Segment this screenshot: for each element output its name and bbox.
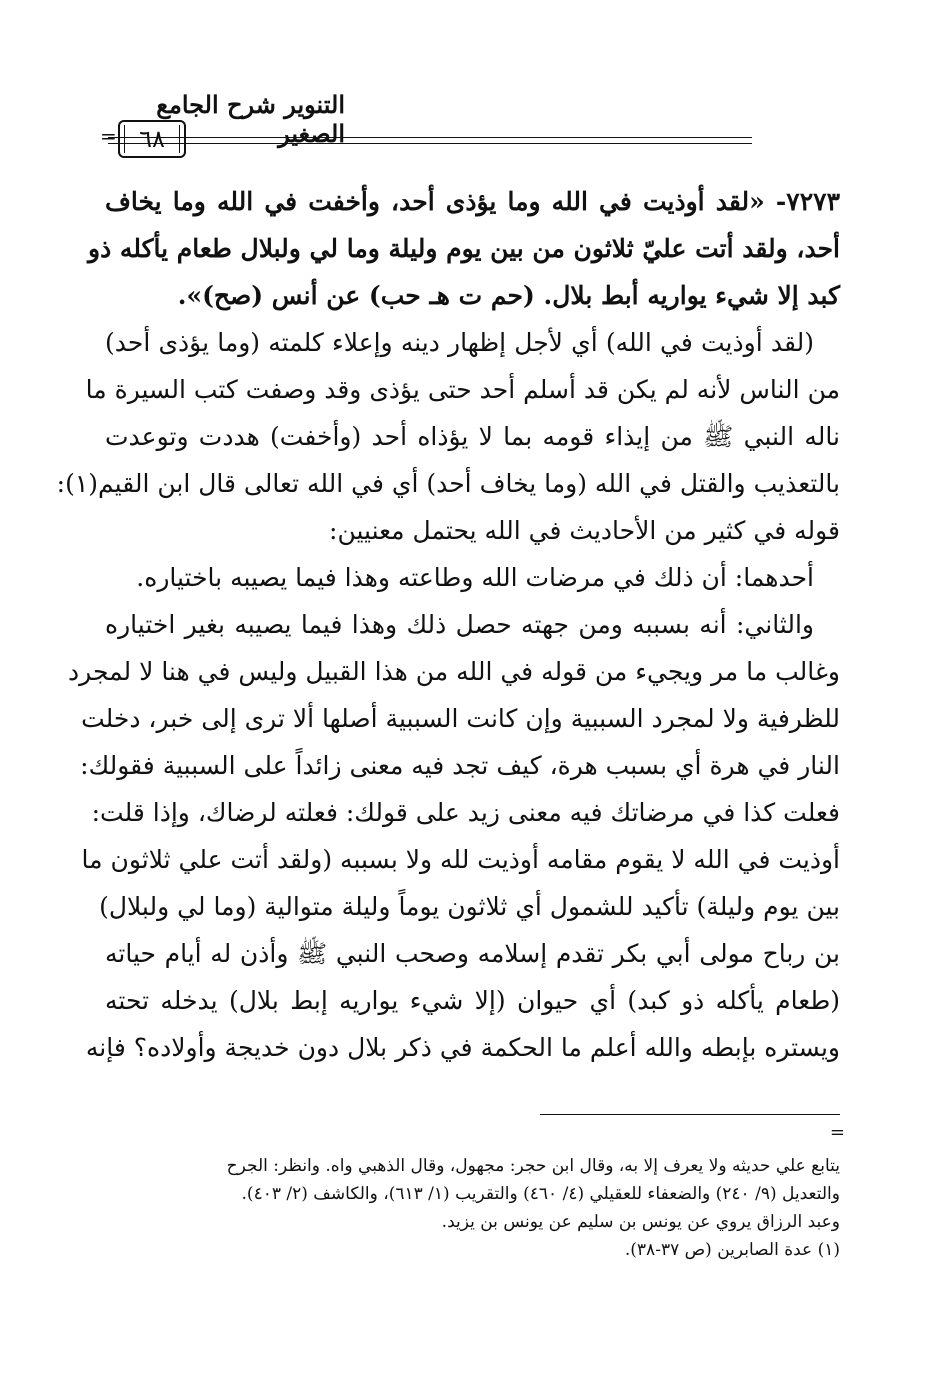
commentary-line: ناله النبي ﷺ من إيذاء قومه بما لا يؤذاه أحد (وأخفت) هددت وتوعدت	[105, 422, 840, 451]
commentary-line: النار في هرة أي بسبب هرة، كيف تجد فيه معنى زائداً على السببية فقولك:	[80, 751, 840, 780]
commentary-line: (لقد أوذيت في الله) أي لأجل إظهار دينه وإعلاء كلمته (وما يؤذى أحد)	[105, 328, 814, 357]
commentary-line: بن رباح مولى أبي بكر تقدم إسلامه وصحب النبي ﷺ وأذن له أيام حياته	[105, 939, 840, 968]
commentary-line: والثاني: أنه بسببه ومن جهته حصل ذلك وهذا فيما يصيبه بغير اختياره	[105, 610, 814, 639]
running-title: التنوير شرح الجامع الصغير	[156, 90, 345, 148]
footnote-continuation-mark: =	[829, 1122, 845, 1143]
commentary-line: (طعام يأكله ذو كبد) أي حيوان (إلا شيء يواريه إبط بلال) يدخله تحته	[105, 986, 840, 1015]
header-equals-mark: =	[100, 124, 117, 148]
commentary-line: للظرفية ولا لمجرد السببية وإن كانت السببية أصلها ألا ترى إلى خبر، دخلت	[81, 704, 840, 733]
footnotes	[105, 1152, 840, 1264]
hadith-line-3: كبد إلا شيء يواريه أبط بلال. (حم ت هـ حب) عن أنس (صح)».	[177, 281, 840, 310]
commentary-line: ويستره بإبطه والله أعلم ما الحكمة في ذكر بلال دون خديجة وأولاده؟ فإنه	[85, 1033, 840, 1062]
commentary-line: قوله في كثير من الأحاديث في الله يحتمل معنيين:	[329, 516, 840, 545]
page-number: ٦٨	[118, 120, 186, 158]
footnote-line: يتابع علي حديثه ولا يعرف إلا به، وقال ابن حجر: مجهول، وقال الذهبي واه. وانظر: الجرح	[226, 1156, 840, 1176]
hadith-line-2: أحد، ولقد أتت عليّ ثلاثون من بين يوم وليلة وما لي ولبلال طعام يأكله ذو	[88, 234, 840, 263]
header-rule-top	[108, 137, 752, 138]
footnote-divider	[540, 1114, 840, 1115]
commentary-line: فعلت كذا في مرضاتك فيه معنى زيد على قولك: فعلته لرضاك، وإذا قلت:	[91, 798, 840, 827]
footnote-line: وعبد الرزاق يروي عن يونس بن سليم عن يونس بن يزيد.	[441, 1212, 840, 1232]
commentary-line: أوذيت في الله لا يقوم مقامه أوذيت لله ولا بسببه (ولقد أتت علي ثلاثون ما	[81, 845, 840, 874]
commentary-line: وغالب ما مر ويجيء من قوله في الله من هذا القبيل وليس في هنا لا لمجرد	[68, 657, 840, 686]
commentary-line: من الناس لأنه لم يكن قد أسلم أحد حتى يؤذى وقد وصفت كتب السيرة ما	[85, 375, 840, 404]
commentary-line: أحدهما: أن ذلك في مرضات الله وطاعته وهذا فيما يصيبه باختياره.	[136, 563, 814, 592]
commentary-line: بين يوم وليلة) تأكيد للشمول أي ثلاثون يوماً وليلة متوالية (وما لي ولبلال)	[99, 892, 840, 921]
commentary-line: بالتعذيب والقتل في الله (وما يخاف أحد) أي في الله تعالى قال ابن القيم(١):	[56, 469, 840, 498]
footnote-line: (١) عدة الصابرين (ص ٣٧-٣٨).	[624, 1240, 840, 1260]
footnote-line: والتعديل (٩/ ٢٤٠) والضعفاء للعقيلي (٤/ ٤٦٠) والتقريب (١/ ٦١٣)، والكاشف (٢/ ٤٠٣).	[241, 1184, 840, 1204]
body-text	[56, 178, 840, 1071]
hadith-line-1: ٧٢٧٣- «لقد أوذيت في الله وما يؤذى أحد، وأخفت في الله وما يخاف	[105, 187, 840, 216]
header-rule-bottom	[108, 143, 752, 144]
